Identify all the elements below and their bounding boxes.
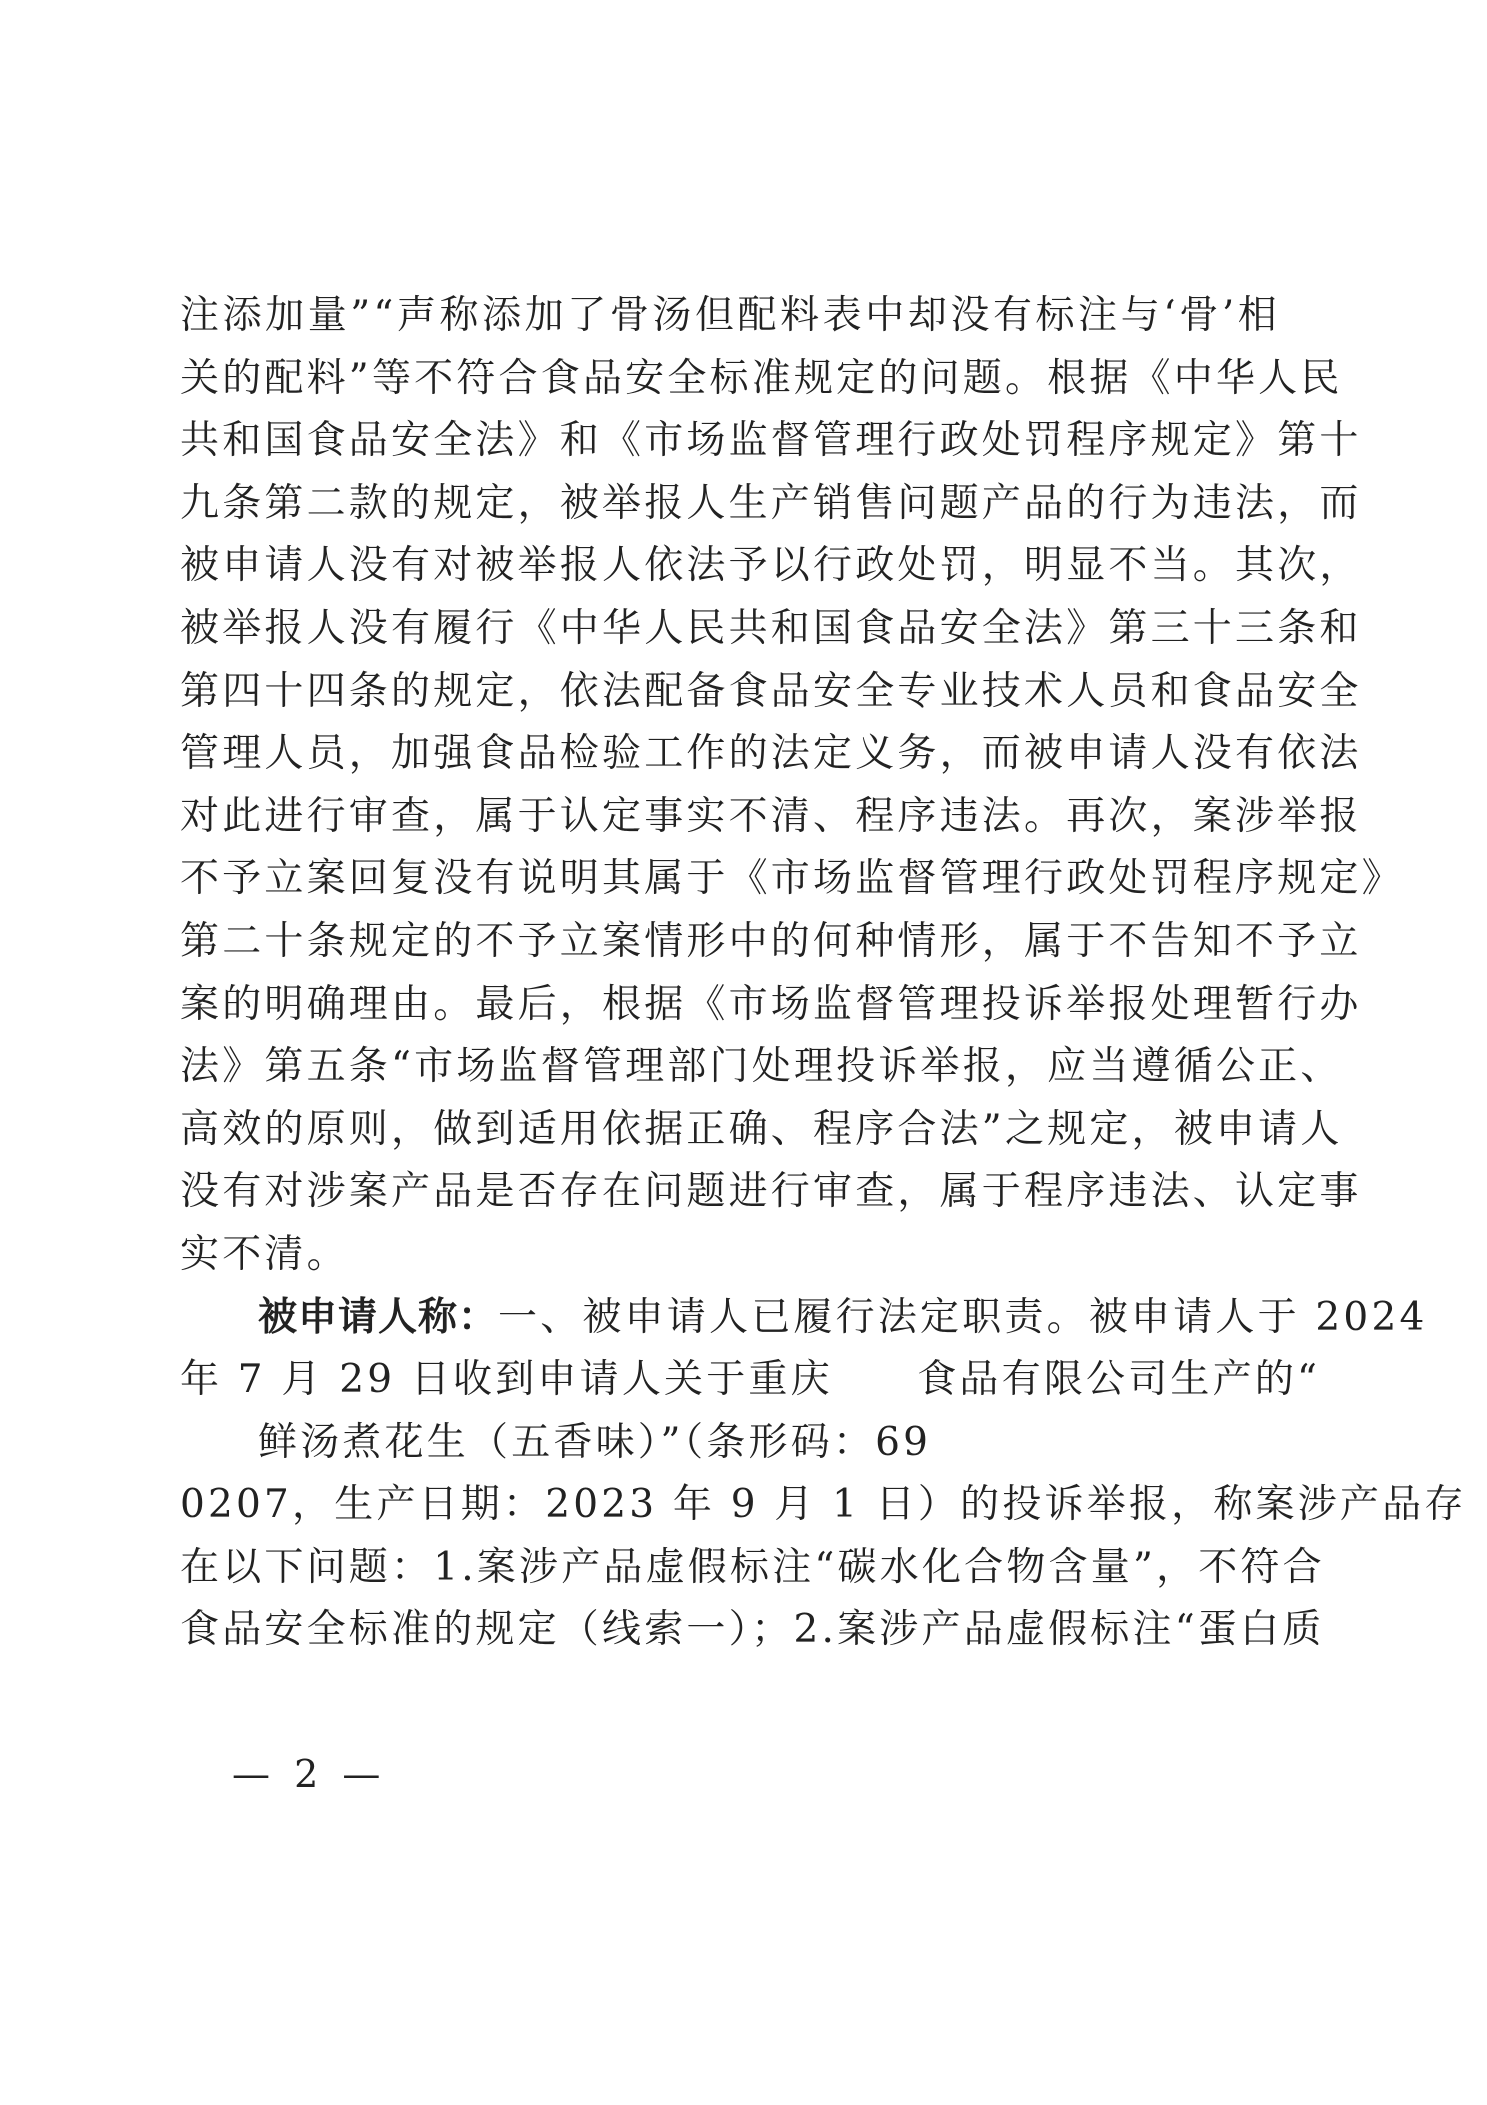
text-segment: 一、被申请人已履行法定职责。被申请人于 2024	[498, 1294, 1428, 1340]
text-line: 法》第五条“市场监督管理部门处理投诉举报，应当遵循公正、	[180, 1044, 1343, 1090]
text-line: 第二十条规定的不予立案情形中的何种情形，属于不告知不予立	[180, 918, 1362, 964]
text-line: 0207，生产日期：2023 年 9 月 1 日）的投诉举报，称案涉产品存	[180, 1482, 1467, 1528]
text-line: 年 7 月 29 日收到申请人关于重庆 食品有限公司生产的“	[180, 1357, 1321, 1403]
page-number: — 2 —	[232, 1752, 387, 1796]
text-line: 注添加量”“声称添加了骨汤但配料表中却没有标注与‘骨’相	[180, 293, 1280, 338]
text-line: 高效的原则，做到适用依据正确、程序合法”之规定，被申请人	[180, 1106, 1343, 1152]
text-line: 鲜汤煮花生（五香味）”（条形码：69	[258, 1419, 932, 1465]
text-line: 没有对涉案产品是否存在问题进行审查，属于程序违法、认定事	[180, 1169, 1362, 1215]
text-line: 共和国食品安全法》和《市场监督管理行政处罚程序规定》第十	[180, 418, 1362, 464]
text-line: 不予立案回复没有说明其属于《市场监督管理行政处罚程序规定》	[180, 856, 1404, 902]
text-line: 在以下问题：1.案涉产品虚假标注“碳水化合物含量”，不符合	[180, 1544, 1325, 1590]
paragraph-lead-line	[180, 1287, 1428, 1350]
text-line: 对此进行审查，属于认定事实不清、程序违法。再次，案涉举报	[180, 793, 1362, 839]
text-line: 九条第二款的规定，被举报人生产销售问题产品的行为违法，而	[180, 480, 1362, 526]
text-line: 关的配料”等不符合食品安全标准规定的问题。根据《中华人民	[180, 355, 1343, 401]
respondent-statement-heading: 被申请人称：	[258, 1294, 499, 1340]
body-text	[180, 285, 1467, 1662]
text-line: 案的明确理由。最后，根据《市场监督管理投诉举报处理暂行办	[180, 981, 1362, 1027]
text-line: 被举报人没有履行《中华人民共和国食品安全法》第三十三条和	[180, 605, 1362, 651]
text-line: 被申请人没有对被举报人依法予以行政处罚，明显不当。其次，	[180, 543, 1362, 589]
text-line: 管理人员，加强食品检验工作的法定义务，而被申请人没有依法	[180, 731, 1362, 777]
text-line: 食品安全标准的规定（线索一）；2.案涉产品虚假标注“蛋白质	[180, 1607, 1325, 1653]
text-line: 实不清。	[180, 1231, 349, 1277]
text-line: 第四十四条的规定，依法配备食品安全专业技术人员和食品安全	[180, 668, 1362, 714]
